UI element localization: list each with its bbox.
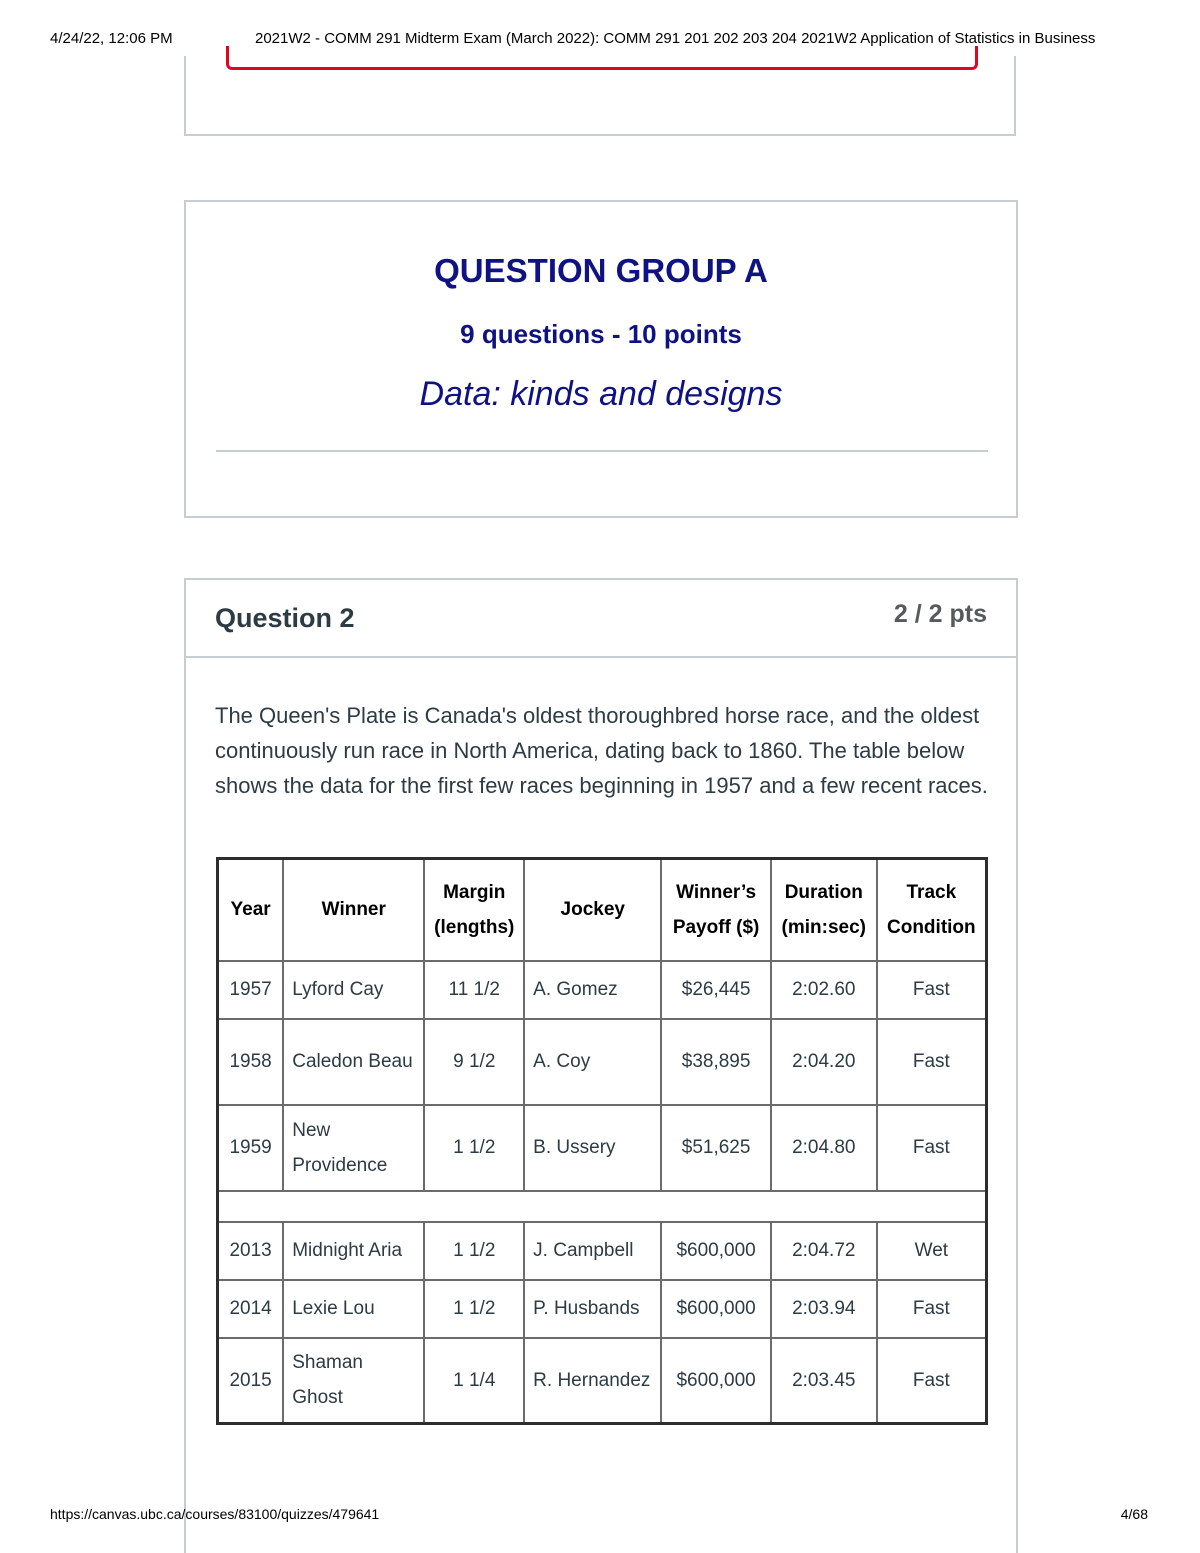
column-header: Year [218,859,284,961]
question-group-card [184,200,1018,518]
cell-payoff: $600,000 [661,1338,771,1424]
cell-winner: Caledon Beau [283,1019,424,1105]
cell-track: Wet [877,1222,987,1280]
cell-track: Fast [877,1280,987,1338]
cell-margin: 1 1/2 [424,1222,524,1280]
previous-question-card [184,56,1016,136]
divider [216,450,988,452]
print-page-title: 2021W2 - COMM 291 Midterm Exam (March 2022): COMM 291 201 202 203 204 2021W2 Application of Statistics in Business [255,30,1096,47]
cell-payoff: $51,625 [661,1105,771,1191]
table-separator-row [218,1191,987,1222]
cell-margin: 11 1/2 [424,961,524,1019]
cell-duration: 2:03.45 [771,1338,877,1424]
cell-jockey: A. Coy [524,1019,661,1105]
cell-duration: 2:04.20 [771,1019,877,1105]
cell-winner: New Providence [283,1105,424,1191]
cell-payoff: $38,895 [661,1019,771,1105]
cell-duration: 2:04.72 [771,1222,877,1280]
cell-payoff: $26,445 [661,961,771,1019]
cell-winner: Midnight Aria [283,1222,424,1280]
incorrect-answer-box [226,46,978,70]
cell-year: 2014 [218,1280,284,1338]
group-title: QUESTION GROUP A [434,252,768,289]
table-row [218,1280,987,1338]
table-row [218,1222,987,1280]
cell-track: Fast [877,1019,987,1105]
cell-margin: 9 1/2 [424,1019,524,1105]
cell-jockey: A. Gomez [524,961,661,1019]
cell-winner: Lyford Cay [283,961,424,1019]
cell-track: Fast [877,961,987,1019]
cell-year: 1957 [218,961,284,1019]
table-row [218,1105,987,1191]
cell-year: 2015 [218,1338,284,1424]
cell-winner: Shaman Ghost [283,1338,424,1424]
print-url: https://canvas.ubc.ca/courses/83100/quizzes/479641 [50,1506,380,1522]
table-row [218,1338,987,1424]
cell-margin: 1 1/4 [424,1338,524,1424]
group-topic: Data: kinds and designs [419,375,783,413]
cell-payoff: $600,000 [661,1280,771,1338]
print-datetime: 4/24/22, 12:06 PM [50,30,173,47]
cell-track: Fast [877,1338,987,1424]
cell-margin: 1 1/2 [424,1105,524,1191]
cell-duration: 2:04.80 [771,1105,877,1191]
cell-year: 2013 [218,1222,284,1280]
column-header: Margin (lengths) [424,859,524,961]
cell-year: 1958 [218,1019,284,1105]
table-row [218,961,987,1019]
question-card [184,578,1018,1553]
cell-winner: Lexie Lou [283,1280,424,1338]
question-title: Question 2 [215,603,355,633]
question-text: The Queen's Plate is Canada's oldest thoroughbred horse race, and the oldest continuously run race in North America, dating back to 1860. The table below shows the data for the first few races beginning in 1957 and a few recent races. [215,703,988,798]
cell-duration: 2:02.60 [771,961,877,1019]
cell-jockey: J. Campbell [524,1222,661,1280]
group-subtitle: 9 questions - 10 points [460,319,742,349]
race-data-table [216,857,988,1425]
cell-track: Fast [877,1105,987,1191]
table-header-row [218,859,987,961]
separator-cell [218,1191,987,1222]
print-page-number: 4/68 [1120,1506,1148,1522]
column-header: Jockey [524,859,661,961]
cell-duration: 2:03.94 [771,1280,877,1338]
table-row [218,1019,987,1105]
question-header [186,580,1016,658]
column-header: Duration (min:sec) [771,859,877,961]
cell-jockey: R. Hernandez [524,1338,661,1424]
column-header: Track Condition [877,859,987,961]
cell-payoff: $600,000 [661,1222,771,1280]
cell-margin: 1 1/2 [424,1280,524,1338]
question-points: 2 / 2 pts [893,600,987,628]
cell-year: 1959 [218,1105,284,1191]
column-header: Winner [283,859,424,961]
cell-jockey: P. Husbands [524,1280,661,1338]
column-header: Winner’s Payoff ($) [661,859,771,961]
cell-jockey: B. Ussery [524,1105,661,1191]
